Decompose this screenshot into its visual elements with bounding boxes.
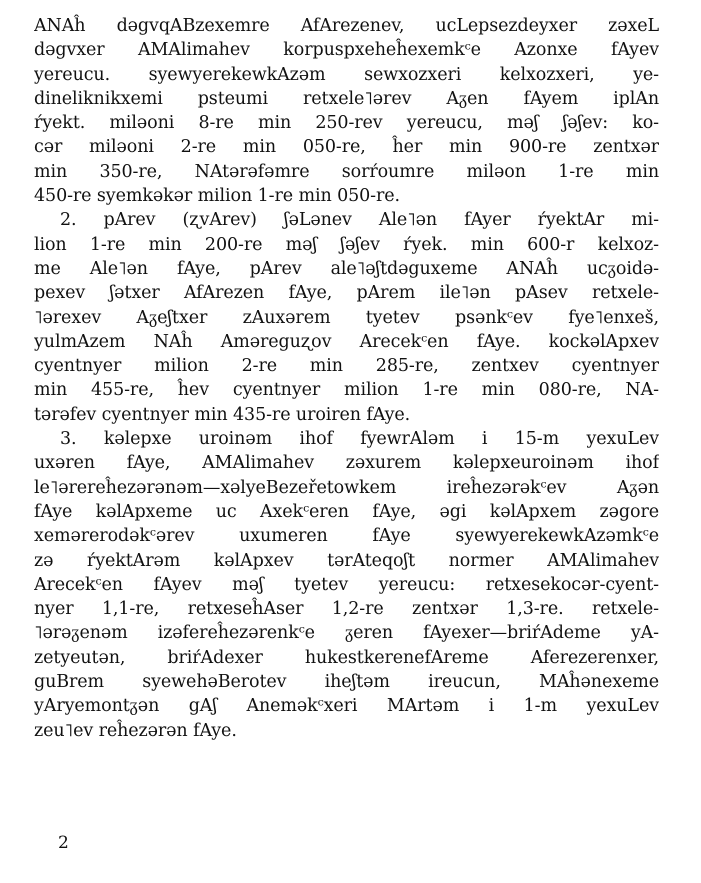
text-line: 3. kəlepxe uroinəm ihof fyewrAləm i 15-m yexuLev (60, 429, 659, 450)
text-line: yulmAzem NAĥ Aməreguʐov Arecekᶜen fAye. kockəlApxev (34, 331, 659, 352)
text-line: ŕyekt. miləoni 8-re min 250-rev yereucu, məʃ ʃəʃev: ko- (34, 113, 659, 134)
text-line: lion 1-re min 200-re məʃ ʃəʃev ŕyek. min 600-r kelxoz- (34, 234, 659, 255)
text-line: yAryemontᵹən gAʃ Aneməkᶜxeri MArtəm i 1-m yexuLev (34, 696, 659, 717)
text-line: le˥ərereĥezərənəm—xəlyeBezeřetowkem ireĥezərəkᶜev Aᵹən (34, 477, 659, 498)
body-text (34, 14, 659, 743)
text-line: xemərerodəkᶜərev uxumeren fAye syewyerekewkAzəmkᶜe (34, 526, 659, 547)
text-line: me Ale˥ən fAye, pArev ale˥əʃtdəguxeme ANAĥ ucᵹoidə- (34, 258, 659, 279)
text-line: min 455-re, ĥev cyentnyer milion 1-re min 080-re, NA- (34, 380, 659, 401)
text-line: cər miləoni 2-re min 050-re, ĥer min 900-re zentxər (34, 137, 659, 158)
text-line: ANAĥ dəgvqABzexemre AfArezenev, ucLepsezdeyxer zəxeL (34, 16, 659, 36)
text-line: ˥ərəᵹenəm izəfereĥezərenkᶜe ᵹeren fAyexer—briŕAdeme yA- (34, 623, 659, 644)
text-line: Arecekᶜen fAyev məʃ tyetev yereucu: retxesekocər-cyent- (34, 574, 659, 595)
text-line: zə ŕyektArəm kəlApxev tərAteqoʃt normer AMAlimahev (34, 550, 659, 571)
text-line: tərəfev cyentnyer min 435-re uroiren fAye. (34, 404, 411, 425)
text-line: pexev ʃətxer AfArezen fAye, pArem ile˥ən pAsev retxele- (34, 283, 659, 304)
text-line: guBrem syewehəBerotev iheʃtəm ireucun, MAĥənexeme (34, 672, 659, 693)
text-line: dineliknikxemi psteumi retxele˥ərev Aᵹen fAyem iplAn (34, 88, 659, 109)
text-line: ˥ərexev Aᵹeʃtxer zAuxərem tyetev psənkᶜev fye˥enxeš, (34, 307, 659, 328)
text-line: uxəren fAye, AMAlimahev zəxurem kəlepxeuroinəm ihof (34, 453, 659, 474)
text-line: zetyeutən, briŕAdexer hukestkerenefAreme Aferezerenxer, (34, 647, 659, 668)
text-line: 2. pArev (ʐvArev) ʃəLənev Ale˥ən fAyer ŕyektAr mi- (60, 210, 659, 231)
paragraph-3 (34, 427, 659, 743)
text-line: dəgvxer AMAlimahev korpuspxeheĥexemkᶜe Azonxe fAyev (34, 40, 659, 61)
paragraph-1 (34, 14, 659, 208)
page-number: 2 (58, 833, 69, 853)
text-line: zeu˥ev reĥezərən fAye. (34, 720, 237, 741)
text-line: 450-re syemkəkər milion 1-re min 050-re. (34, 186, 400, 207)
text-line: yereucu. syewyerekewkAzəm sewxozxeri kelxozxeri, ye- (34, 64, 659, 85)
text-line: nyer 1,1-re, retxeseĥAser 1,2-re zentxər 1,3-re. retxele- (34, 599, 659, 620)
text-line: min 350-re, NAtərəfəmre sorŕoumre miləon 1-re min (34, 161, 659, 182)
text-line: cyentnyer milion 2-re min 285-re, zentxev cyentnyer (34, 356, 659, 377)
text-line: fAye kəlApxeme uc Axekᶜeren fAye, əgi kəlApxem zəgore (34, 501, 659, 522)
paragraph-2 (34, 208, 659, 427)
